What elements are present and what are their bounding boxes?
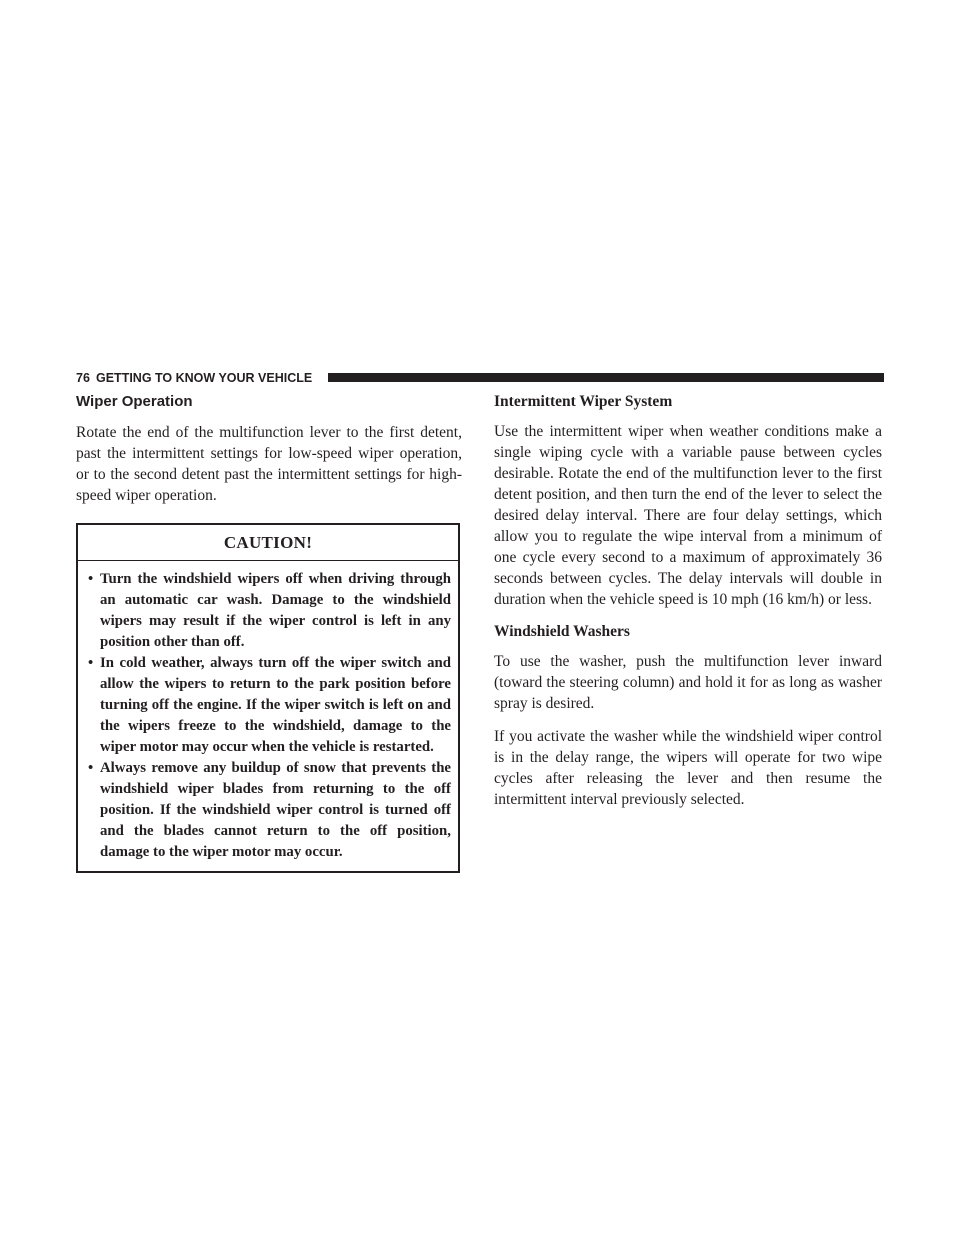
bullet-icon: • [88,760,94,776]
header-rule [328,373,884,382]
running-header [76,370,884,386]
right-column [494,392,882,822]
caution-item [88,569,451,653]
left-column [76,392,462,873]
wiper-operation-paragraph: Rotate the end of the multifunction lever to the first detent, past the intermittent settings for low-speed wiper operation, or to the second detent past the intermittent settings for high-speed wiper operation. [76,424,462,504]
caution-item [88,758,451,863]
washers-paragraph: If you activate the washer while the windshield wiper control is in the delay range, the wipers will operate for two wipe cycles after releasing the lever and then resume the intermittent interval previously selected. [494,728,882,808]
wiper-operation-heading: Wiper Operation [76,393,193,410]
windshield-washers-heading: Windshield Washers [494,623,630,640]
caution-item-text: Always remove any buildup of snow that prevents the windshield wiper blades from returning to the off position. If the windshield wiper control is turned off and the blades cannot return to the off position, damage to the wiper motor may occur. [100,760,451,860]
caution-item-text: Turn the windshield wipers off when driving through an automatic car wash. Damage to the windshield wipers may result if the wiper control is left in any position other than off. [100,571,451,650]
intermittent-wiper-heading: Intermittent Wiper System [494,393,673,410]
bullet-icon: • [88,655,94,671]
caution-box [76,523,460,873]
caution-item-text: In cold weather, always turn off the wiper switch and allow the wipers to return to the park position before turning off the engine. If the wiper switch is left on and the wipers freeze to the windshield, damage to the wiper motor may occur when the vehicle is restarted. [100,655,451,755]
washers-paragraph: To use the washer, push the multifunction lever inward (toward the steering column) and hold it for as long as washer spray is desired. [494,653,882,712]
bullet-icon: • [88,571,94,587]
caution-item [88,653,451,758]
caution-list [78,561,458,871]
intermittent-wiper-paragraph: Use the intermittent wiper when weather conditions make a single wiping cycle with a variable pause between cycles desirable. Rotate the end of the multifunction lever to the first detent position, and then turn the end of the lever to select the desired delay interval. There are four delay settings, which allow you to regulate the wipe interval from a minimum of one cycle every second to a maximum of approximately 36 seconds between cycles. The delay intervals will double in duration when the vehicle speed is 10 mph (16 km/h) or less. [494,423,882,608]
caution-title: CAUTION! [78,525,458,561]
section-title: GETTING TO KNOW YOUR VEHICLE [96,371,313,385]
page-number: 76 [76,371,90,385]
